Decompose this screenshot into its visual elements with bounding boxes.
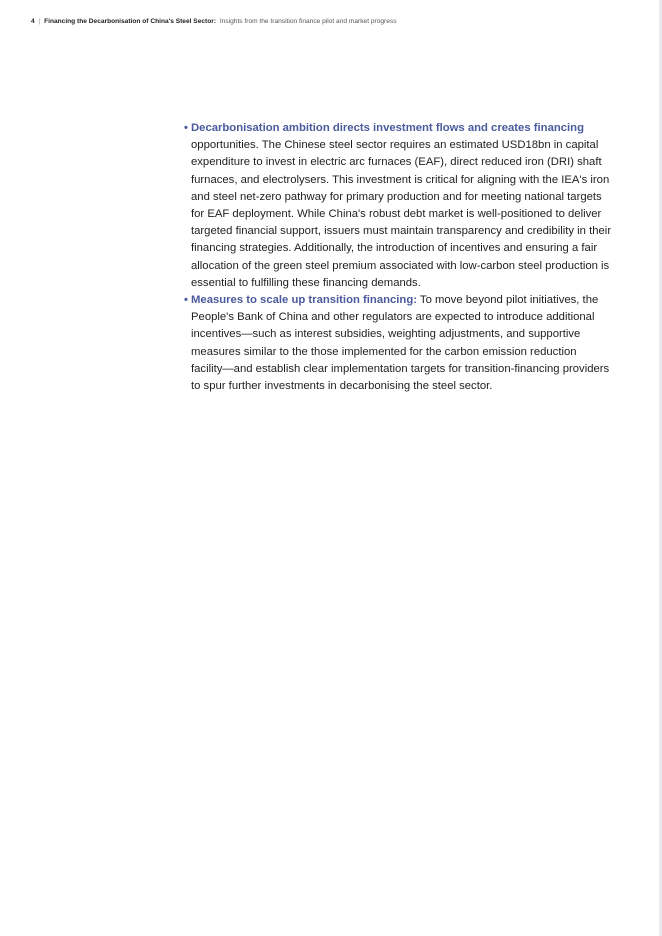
body-line: essential to fulfilling these financing demands.	[191, 276, 421, 289]
bullet-decarbonisation-ambition	[184, 120, 628, 292]
header-separator: |	[38, 18, 41, 25]
body-line: People's Bank of China and other regulators are expected to introduce additional	[191, 311, 595, 324]
bullet-icon: •	[184, 294, 188, 307]
body-line: facility—and establish clear implementation targets for transition-financing providers	[191, 362, 610, 375]
body-content	[184, 120, 628, 395]
header-subtitle: Insights from the transition finance pilot and market progress	[219, 18, 397, 25]
body-line: for EAF deployment. While China's robust debt market is well-positioned to deliver	[191, 208, 602, 221]
body-line: expenditure to invest in electric arc furnaces (EAF), direct reduced iron (DRI) shaft	[191, 156, 602, 169]
bullet-lead-rest: To move beyond pilot initiatives, the	[416, 294, 599, 307]
body-line: furnaces, and electrolysers. This investment is critical for aligning with the IEA's iron	[191, 173, 610, 186]
header-title: Financing the Decarbonisation of China's Steel Sector:	[44, 18, 217, 25]
body-line: incentives—such as interest subsidies, weighting adjustments, and supportive	[191, 328, 581, 341]
bullet-icon: •	[184, 122, 188, 134]
body-line: financing strategies. Additionally, the introduction of incentives and ensuring a fair	[191, 242, 598, 255]
bullet-lead-line	[191, 120, 628, 137]
body-line: targeted financial support, issuers must maintain transparency and credibility in their	[191, 225, 612, 238]
bullet-lead: Measures to scale up transition financing:	[191, 294, 417, 307]
body-line: opportunities. The Chinese steel sector requires an estimated USD18bn in capital	[191, 139, 599, 152]
body-line: measures similar to the those implemented for the carbon emission reduction	[191, 345, 577, 358]
body-line: to spur further investments in decarbonising the steel sector.	[191, 380, 493, 393]
running-header	[31, 17, 397, 26]
bullet-lead-line	[191, 292, 628, 309]
bullet-lead: Decarbonisation ambition directs investment flows and creates financing	[191, 122, 584, 134]
page-number: 4	[31, 18, 35, 25]
body-line: allocation of the green steel premium associated with low-carbon steel production is	[191, 259, 610, 272]
body-line: and steel net-zero pathway for primary production and for meeting national targets	[191, 190, 602, 203]
bullet-scale-up-measures	[184, 292, 628, 395]
